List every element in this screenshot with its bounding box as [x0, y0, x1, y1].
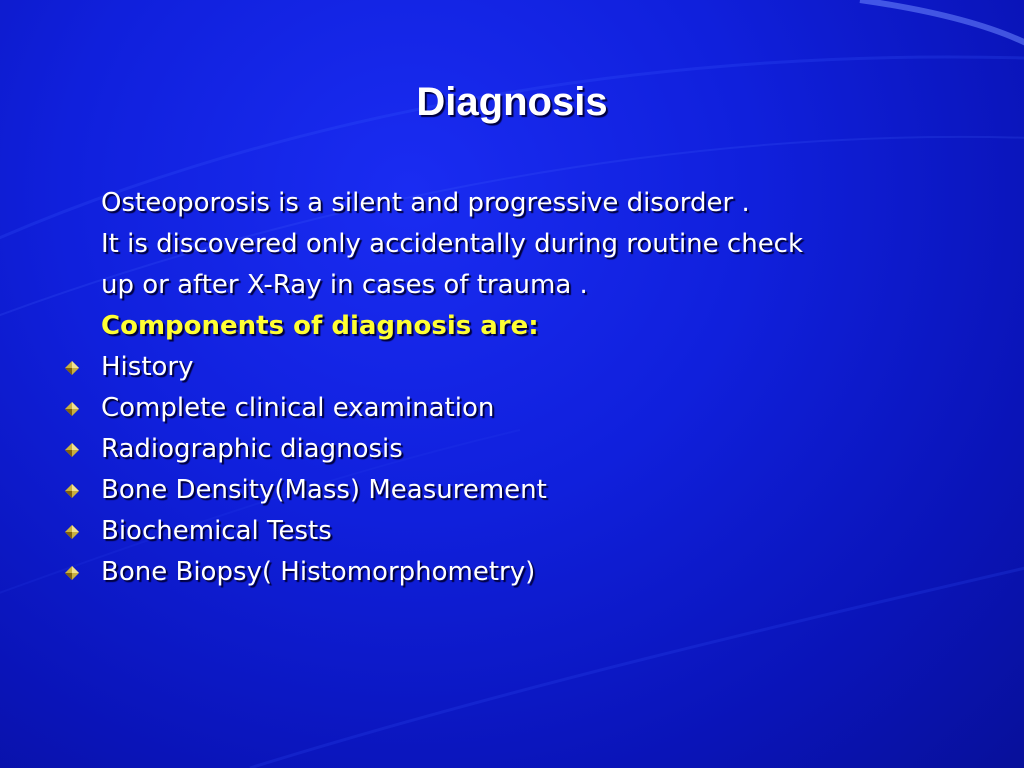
- bullet-item-bone-biopsy: [0, 555, 1024, 589]
- diamond-bullet-icon: [64, 524, 80, 540]
- bullet-item-radiographic-diagnosis: [0, 432, 1024, 466]
- bullet-label: Radiographic diagnosis: [101, 434, 403, 464]
- bullet-label: Bone Biopsy( Histomorphometry): [101, 557, 536, 587]
- diamond-bullet-icon: [64, 360, 80, 376]
- paragraph-line-3: up or after X-Ray in cases of trauma .: [101, 270, 588, 300]
- components-heading: Components of diagnosis are:: [101, 311, 539, 341]
- bullet-label: History: [101, 352, 194, 382]
- diamond-bullet-icon: [64, 401, 80, 417]
- bullet-label: Bone Density(Mass) Measurement: [101, 475, 547, 505]
- bullet-item-history: [0, 350, 1024, 384]
- bullet-label: Biochemical Tests: [101, 516, 332, 546]
- diamond-bullet-icon: [64, 442, 80, 458]
- bullet-label: Complete clinical examination: [101, 393, 495, 423]
- bullet-item-bone-density: [0, 473, 1024, 507]
- paragraph-line-1: Osteoporosis is a silent and progressive disorder .: [101, 188, 750, 218]
- bullet-item-clinical-examination: [0, 391, 1024, 425]
- bullet-item-biochemical-tests: [0, 514, 1024, 548]
- paragraph-line-2: It is discovered only accidentally during routine check: [101, 229, 804, 259]
- slide-title: Diagnosis: [416, 80, 608, 124]
- diamond-bullet-icon: [64, 483, 80, 499]
- diamond-bullet-icon: [64, 565, 80, 581]
